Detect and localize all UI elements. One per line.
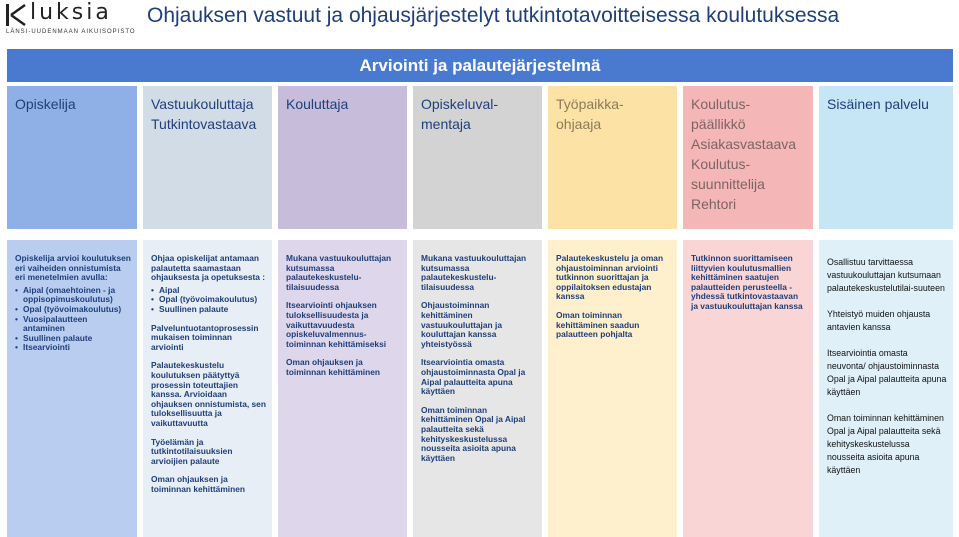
bullet-item: • Itsearviointi	[15, 343, 131, 353]
responsibility-text: Ohjaustoiminnan kehittäminen vastuukouluttajan ja kouluttajan kanssa yhteistyössä	[421, 300, 502, 349]
column-header-line: Rehtori	[691, 196, 737, 212]
responsibility-text: Palautekeskustelu koulutuksen päätyttyä prosessin toteuttajien kanssa. Arvioidaan ohjauksen onnistumista, sen tuloksellisuutta ja vaikuttavuutta	[151, 360, 266, 428]
bullet-item: • Aipal	[151, 286, 266, 296]
responsibility-text: Yhteistyö muiden ohjausta antavien kanssa	[827, 309, 931, 332]
responsibility-text: Mukana vastuukouluttajan kutsumassa palautekeskustelu-tilaisuudessa	[421, 253, 527, 292]
responsibility-text: Oman toiminnan kehittäminen saadun palautteen pohjalta	[556, 309, 640, 340]
role-header-row	[7, 86, 953, 229]
responsibility-text: Mukana vastuukouluttajan kutsumassa palautekeskustelu-tilaisuudessa	[286, 253, 392, 292]
column-header-opiskelija	[7, 86, 137, 229]
responsibility-text: Tutkinnon suorittamiseen liittyvien koulutusmallien kehittäminen saatujen palautteiden perusteella - yhdessä tutkintovastaavan ja vastuukouluttajan kanssa	[691, 253, 803, 311]
column-header-line: Koulutus-	[691, 96, 751, 112]
responsibility-text: Itsearviointia omasta neuvonta/ ohjaustoiminnasta Opal ja Aipal palautteita apuna käyttäen	[827, 348, 947, 397]
responsibility-text: Itsearviointia omasta ohjaustoiminnasta Opal ja Aipal palautteita apuna käyttäen	[421, 357, 526, 397]
responsibility-text: Oman ohjauksen ja toiminnan kehittäminen	[286, 357, 380, 377]
column-body-opiskeluvalmentaja	[413, 240, 542, 537]
column-header-kouluttaja	[278, 86, 407, 229]
column-body-opiskelija	[7, 240, 137, 537]
responsibility-text: Opiskelija arvioi koulutuksen eri vaiheiden onnistumista eri menetelmien avulla:	[15, 253, 131, 283]
column-header-line: Sisäinen palvelu	[827, 96, 929, 112]
column-header-line: Tutkintovastaava	[151, 116, 257, 132]
responsibility-text: Palautekeskustelu ja oman ohjaustoiminnan arviointi tutkinnon suorittajan ja oppilaitoksen edustajan kanssa	[556, 253, 664, 302]
column-body-tyopaikkaohjaaja	[548, 240, 677, 537]
responsibility-text: Osallistuu tarvittaessa vastuukouluttajan kutsumaan palautekeskustelutilai-suuteen	[827, 257, 945, 293]
column-header-opiskeluvalmentaja	[413, 86, 542, 229]
column-body-vastuukouluttaja	[143, 240, 272, 537]
bullet-item: • Aipal (omaehtoinen - ja oppisopimuskoulutus)	[15, 286, 131, 305]
column-header-line: Kouluttaja	[286, 96, 349, 112]
column-body-sisainen-palvelu	[819, 240, 953, 537]
logo	[4, 0, 136, 38]
column-header-vastuukouluttaja	[143, 86, 272, 229]
page-title: Ohjauksen vastuut ja ohjausjärjestelyt tutkintotavoitteisessa koulutuksessa	[147, 4, 840, 27]
column-header-line: Opiskelija	[15, 96, 76, 112]
column-body-koulutuspaallikko	[683, 240, 813, 537]
column-header-line: Koulutus-	[691, 156, 751, 172]
section-banner: Arviointi ja palautejärjestelmä	[7, 49, 953, 82]
luksia-logo-icon	[4, 4, 26, 26]
responsibility-text: Palveluntuotantoprosessin mukaisen toiminnan arviointi	[151, 322, 259, 352]
bullet-item: • Vuosipalautteen antaminen	[15, 315, 131, 334]
column-header-line: Opiskeluval-	[421, 96, 499, 112]
bullet-list	[151, 286, 266, 315]
responsibility-text: Ohjaa opiskelijat antamaan palautetta saamastaan ohjauksesta ja opetuksesta :	[151, 253, 266, 283]
responsibility-text: Oman ohjauksen ja toiminnan kehittäminen	[151, 474, 245, 494]
column-header-line: ohjaaja	[556, 116, 602, 132]
responsibility-text: Työelämän ja tutkintotilaisuuksien arvioijien palaute	[151, 436, 233, 466]
column-header-line: Vastuukouluttaja	[151, 96, 254, 112]
responsibility-text: Oman toiminnan kehittäminen Opal ja Aipal palautteita sekä kehityskeskustelussa nousseita asioita apuna käyttäen	[421, 404, 526, 463]
column-header-line: Asiakasvastaava	[691, 136, 797, 152]
column-header-line: päällikkö	[691, 116, 746, 132]
column-header-sisainen-palvelu	[819, 86, 953, 229]
column-header-line: suunnittelija	[691, 176, 765, 192]
column-header-tyopaikkaohjaaja	[548, 86, 677, 229]
responsibility-text: Itsearviointi ohjauksen tuloksellisuudesta ja vaikuttavuudesta opiskeluvalmennus-toiminnan kehittämiseksi	[286, 300, 387, 349]
column-header-line: Työpaikka-	[556, 96, 624, 112]
logo-tagline: LÄNSI-UUDENMAAN AIKUISOPISTO	[6, 29, 136, 35]
bullet-item: • Opal (työvoimakoulutus)	[15, 305, 131, 315]
bullet-item: • Opal (työvoimakoulutus)	[151, 295, 266, 305]
column-header-koulutuspaallikko	[683, 86, 813, 229]
responsibility-text: Oman toiminnan kehittäminen Opal ja Aipal palautteita sekä kehityskeskustelussa nousseita asioita apuna käyttäen	[827, 413, 944, 475]
column-header-line: mentaja	[421, 116, 471, 132]
column-body-kouluttaja	[278, 240, 407, 537]
bullet-item: • Suullinen palaute	[151, 305, 266, 315]
bullet-list	[15, 286, 131, 353]
responsibility-row	[7, 240, 953, 537]
bullet-item: • Suullinen palaute	[15, 334, 131, 344]
logo-wordmark: luksia	[30, 0, 112, 25]
